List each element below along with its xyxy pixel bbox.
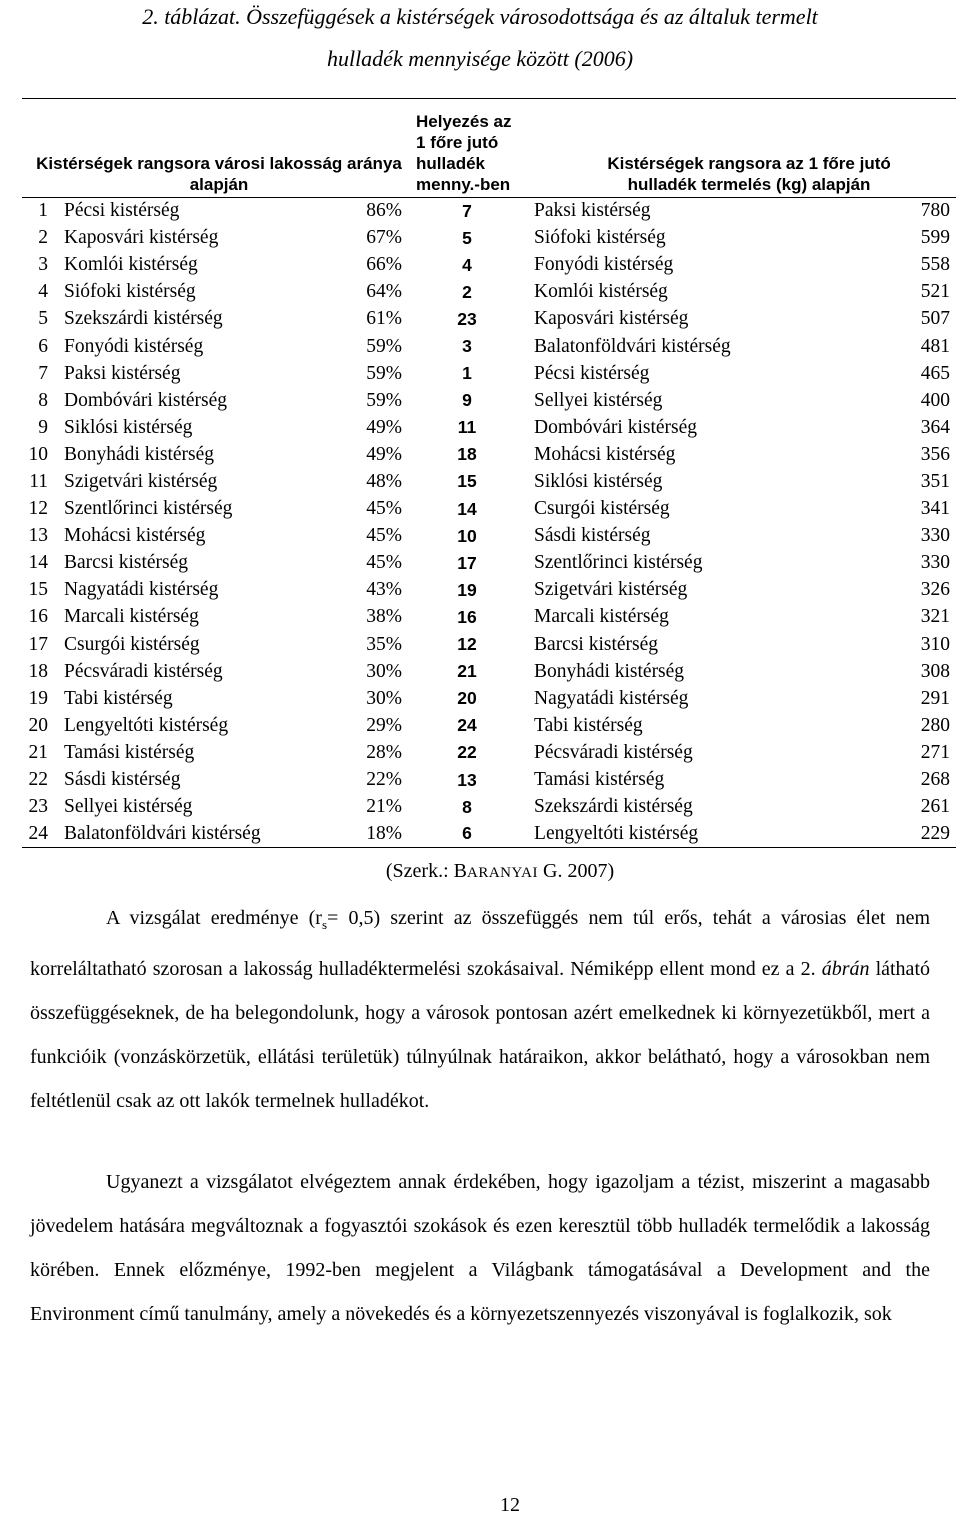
table-row bbox=[22, 198, 956, 225]
waste-position: 17 bbox=[457, 552, 477, 573]
waste-position: 2 bbox=[462, 281, 472, 302]
urban-population-share: 18% bbox=[316, 821, 412, 848]
urban-region-name: Sellyei kistérség bbox=[64, 796, 193, 818]
row-number: 13 bbox=[28, 525, 48, 547]
urban-region-name: Szentlőrinci kistérség bbox=[64, 498, 233, 520]
body-paragraph-2: Ugyanezt a vizsgálatot elvégeztem annak érdekében, hogy igazoljam a tézist, miszerint a magasabb jövedelem hatására megváltoznak a fogyasztói szokások és ezen keresztül több hulladék termelődik a lakosság körében. Ennek előzménye, 1992-ben megjelent a Világbank támogatásával a Development and the Environment című tanulmány, amely a növekedés és a környezetszennyezés viszonyával is foglalkozik, sok bbox=[30, 1171, 930, 1325]
data-table bbox=[22, 98, 956, 848]
urban-region-name: Mohácsi kistérség bbox=[64, 525, 206, 547]
waste-position: 13 bbox=[457, 769, 477, 790]
waste-region-name: Sásdi kistérség bbox=[534, 525, 651, 547]
table-row bbox=[22, 225, 956, 252]
waste-position: 24 bbox=[457, 715, 477, 736]
table-row bbox=[22, 252, 956, 279]
waste-region-name: Tamási kistérség bbox=[534, 769, 665, 791]
urban-population-share: 59% bbox=[366, 335, 403, 357]
waste-region-name: Balatonföldvári kistérség bbox=[534, 335, 731, 357]
waste-region-name: Siklósi kistérség bbox=[534, 470, 663, 492]
row-number: 21 bbox=[28, 741, 48, 763]
urban-population-share: 29% bbox=[366, 714, 403, 736]
urban-population-share: 35% bbox=[366, 633, 403, 655]
table-row bbox=[22, 631, 956, 658]
waste-region-name: Siófoki kistérség bbox=[534, 227, 666, 249]
urban-region-name: Fonyódi kistérség bbox=[64, 335, 204, 357]
table-row bbox=[22, 523, 956, 550]
row-number: 2 bbox=[38, 227, 48, 249]
waste-per-capita-kg: 465 bbox=[920, 362, 951, 384]
waste-position: 5 bbox=[462, 227, 472, 248]
urban-region-name: Pécsváradi kistérség bbox=[64, 660, 223, 682]
header-waste-position: Helyezés az 1 főre jutó hulladék menny.-ben bbox=[412, 99, 522, 198]
table-title-line2: hulladék mennyisége között (2006) bbox=[326, 46, 634, 71]
waste-per-capita-kg: 261 bbox=[920, 796, 951, 818]
urban-population-share: 59% bbox=[366, 389, 403, 411]
waste-region-name: Marcali kistérség bbox=[534, 606, 669, 628]
urban-population-share: 30% bbox=[366, 687, 403, 709]
waste-per-capita-kg: 558 bbox=[920, 254, 951, 276]
waste-position: 21 bbox=[457, 661, 477, 682]
waste-per-capita-kg: 330 bbox=[920, 525, 951, 547]
row-number: 9 bbox=[38, 416, 48, 438]
waste-per-capita-kg: 481 bbox=[920, 335, 951, 357]
waste-position: 9 bbox=[462, 390, 472, 411]
row-number: 15 bbox=[28, 579, 48, 601]
waste-per-capita-kg: 280 bbox=[920, 714, 951, 736]
waste-position: 1 bbox=[462, 363, 472, 384]
waste-per-capita-kg: 356 bbox=[920, 443, 951, 465]
urban-region-name: Komlói kistérség bbox=[64, 254, 198, 276]
waste-position: 16 bbox=[457, 606, 477, 627]
waste-per-capita-kg: 599 bbox=[920, 227, 951, 249]
row-number: 22 bbox=[28, 769, 48, 791]
row-number: 10 bbox=[28, 443, 48, 465]
urban-region-name: Kaposvári kistérség bbox=[64, 227, 219, 249]
waste-region-name: Mohácsi kistérség bbox=[534, 443, 676, 465]
table-row bbox=[22, 360, 956, 387]
table-row bbox=[22, 766, 956, 793]
row-number: 7 bbox=[38, 362, 48, 384]
urban-region-name: Lengyeltóti kistérség bbox=[64, 714, 229, 736]
table-row bbox=[22, 496, 956, 523]
waste-position: 4 bbox=[462, 254, 472, 275]
table-row bbox=[22, 604, 956, 631]
urban-region-name: Sásdi kistérség bbox=[64, 769, 181, 791]
waste-region-name: Fonyódi kistérség bbox=[534, 254, 674, 276]
urban-region-name: Szigetvári kistérség bbox=[64, 470, 218, 492]
waste-per-capita-kg: 351 bbox=[920, 470, 951, 492]
urban-population-share: 38% bbox=[366, 606, 403, 628]
row-number: 1 bbox=[38, 200, 48, 222]
urban-population-share: 66% bbox=[366, 254, 403, 276]
waste-position: 8 bbox=[462, 796, 472, 817]
table-row bbox=[22, 577, 956, 604]
table-row bbox=[22, 279, 956, 306]
table-row bbox=[22, 794, 956, 821]
header-urban-rank: Kistérségek rangsora városi lakosság aránya alapján bbox=[22, 99, 412, 198]
urban-population-share: 59% bbox=[366, 362, 403, 384]
row-number: 14 bbox=[28, 552, 48, 574]
waste-per-capita-kg: 507 bbox=[920, 308, 951, 330]
row-number: 20 bbox=[28, 714, 48, 736]
urban-region-name: Marcali kistérség bbox=[64, 606, 199, 628]
urban-population-share: 28% bbox=[366, 741, 403, 763]
row-number: 18 bbox=[28, 660, 48, 682]
row-number: 24 bbox=[22, 821, 56, 848]
waste-position: 6 bbox=[412, 821, 522, 848]
urban-region-name: Paksi kistérség bbox=[64, 362, 181, 384]
waste-region-name: Nagyatádi kistérség bbox=[534, 687, 689, 709]
waste-region-name: Lengyeltóti kistérség bbox=[522, 821, 868, 848]
waste-region-name: Pécsi kistérség bbox=[534, 362, 650, 384]
waste-region-name: Szigetvári kistérség bbox=[534, 579, 688, 601]
waste-per-capita-kg: 341 bbox=[920, 498, 951, 520]
waste-per-capita-kg: 400 bbox=[920, 389, 951, 411]
waste-position: 10 bbox=[457, 525, 477, 546]
row-number: 12 bbox=[28, 498, 48, 520]
urban-region-name: Csurgói kistérség bbox=[64, 633, 200, 655]
table-row bbox=[22, 306, 956, 333]
urban-population-share: 45% bbox=[366, 525, 403, 547]
waste-position: 14 bbox=[457, 498, 477, 519]
table-row bbox=[22, 333, 956, 360]
waste-region-name: Bonyhádi kistérség bbox=[534, 660, 685, 682]
table-row bbox=[22, 685, 956, 712]
waste-region-name: Szekszárdi kistérség bbox=[534, 796, 693, 818]
urban-region-name: Szekszárdi kistérség bbox=[64, 308, 223, 330]
waste-per-capita-kg: 271 bbox=[920, 741, 951, 763]
table-row bbox=[22, 712, 956, 739]
waste-region-name: Paksi kistérség bbox=[534, 200, 651, 222]
row-number: 5 bbox=[38, 308, 48, 330]
urban-population-share: 67% bbox=[366, 227, 403, 249]
row-number: 17 bbox=[28, 633, 48, 655]
table-row bbox=[22, 468, 956, 495]
waste-per-capita-kg: 268 bbox=[920, 769, 951, 791]
waste-position: 23 bbox=[457, 308, 477, 329]
table-source: (Szerk.: BARANYAI G. 2007) bbox=[385, 860, 615, 882]
urban-region-name: Balatonföldvári kistérség bbox=[56, 821, 316, 848]
waste-position: 19 bbox=[457, 579, 477, 600]
urban-population-share: 30% bbox=[366, 660, 403, 682]
waste-region-name: Tabi kistérség bbox=[534, 714, 643, 736]
urban-region-name: Dombóvári kistérség bbox=[64, 389, 228, 411]
waste-region-name: Pécsváradi kistérség bbox=[534, 741, 693, 763]
urban-region-name: Siklósi kistérség bbox=[64, 416, 193, 438]
table-row bbox=[22, 658, 956, 685]
table-row bbox=[22, 550, 956, 577]
table-row bbox=[22, 414, 956, 441]
waste-per-capita-kg: 321 bbox=[920, 606, 951, 628]
row-number: 6 bbox=[38, 335, 48, 357]
table-row bbox=[22, 821, 956, 848]
row-number: 3 bbox=[38, 254, 48, 276]
urban-region-name: Tamási kistérség bbox=[64, 741, 195, 763]
table-row bbox=[22, 441, 956, 468]
urban-population-share: 22% bbox=[366, 769, 403, 791]
table-row bbox=[22, 739, 956, 766]
page-number: 12 bbox=[500, 1494, 520, 1516]
waste-position: 11 bbox=[457, 417, 477, 438]
urban-population-share: 49% bbox=[366, 443, 403, 465]
urban-region-name: Siófoki kistérség bbox=[64, 281, 196, 303]
urban-population-share: 48% bbox=[366, 470, 403, 492]
body-paragraph-1: A vizsgálat eredménye $(r_s= 0,5)$ szerint az összefüggés nem túl erős, tehát a városias élet nem korreláltatható szorosan a lakosság hulladéktermelési szokásaival. Némiképp ellent mond ez a 2. ábrán látható összefüggéseknek, de ha belegondolunk, hogy a városok pontosan azért emelkednek ki környezetükből, mert a funkcióik (vonzáskörzetük, ellátási területük) túlnyúlnak határaikon, akkor belátható, hogy a városokban nem feltétlenül csak az ott lakók termelnek hulladékot. bbox=[30, 907, 931, 1112]
waste-region-name: Kaposvári kistérség bbox=[534, 308, 689, 330]
urban-population-share: 21% bbox=[366, 796, 403, 818]
waste-per-capita-kg: 364 bbox=[920, 416, 951, 438]
waste-per-capita-kg: 780 bbox=[920, 200, 951, 222]
waste-position: 7 bbox=[462, 200, 472, 221]
waste-region-name: Szentlőrinci kistérség bbox=[534, 552, 703, 574]
waste-per-capita-kg: 310 bbox=[920, 633, 951, 655]
waste-region-name: Dombóvári kistérség bbox=[534, 416, 698, 438]
urban-region-name: Tabi kistérség bbox=[64, 687, 173, 709]
waste-per-capita-kg: 521 bbox=[920, 281, 951, 303]
row-number: 11 bbox=[29, 470, 48, 492]
waste-position: 18 bbox=[457, 444, 477, 465]
row-number: 23 bbox=[28, 796, 48, 818]
urban-region-name: Bonyhádi kistérség bbox=[64, 443, 215, 465]
table-label: 2. táblázat. bbox=[142, 4, 241, 29]
waste-position: 3 bbox=[462, 336, 472, 357]
row-number: 19 bbox=[28, 687, 48, 709]
waste-region-name: Sellyei kistérség bbox=[534, 389, 663, 411]
row-number: 4 bbox=[38, 281, 48, 303]
urban-population-share: 86% bbox=[366, 200, 403, 222]
waste-region-name: Barcsi kistérség bbox=[534, 633, 659, 655]
waste-region-name: Csurgói kistérség bbox=[534, 498, 670, 520]
urban-population-share: 43% bbox=[366, 579, 403, 601]
urban-population-share: 45% bbox=[366, 552, 403, 574]
waste-per-capita-kg: 330 bbox=[920, 552, 951, 574]
table-caption bbox=[0, 4, 960, 30]
urban-region-name: Pécsi kistérség bbox=[64, 200, 180, 222]
urban-region-name: Barcsi kistérség bbox=[64, 552, 189, 574]
row-number: 8 bbox=[38, 389, 48, 411]
waste-position: 20 bbox=[457, 688, 477, 709]
waste-per-capita-kg: 291 bbox=[920, 687, 951, 709]
waste-per-capita-kg: 308 bbox=[920, 660, 951, 682]
waste-position: 12 bbox=[457, 634, 477, 655]
waste-position: 22 bbox=[457, 742, 477, 763]
urban-population-share: 45% bbox=[366, 498, 403, 520]
urban-population-share: 64% bbox=[366, 281, 403, 303]
waste-per-capita-kg: 326 bbox=[920, 579, 951, 601]
table-title-line1: Összefüggések a kistérségek városodottsága és az általuk termelt bbox=[246, 4, 818, 29]
waste-region-name: Komlói kistérség bbox=[534, 281, 668, 303]
urban-population-share: 61% bbox=[366, 308, 403, 330]
waste-per-capita-kg: 229 bbox=[868, 821, 956, 848]
urban-region-name: Nagyatádi kistérség bbox=[64, 579, 219, 601]
header-waste-rank: Kistérségek rangsora az 1 főre jutó hulladék termelés (kg) alapján bbox=[522, 99, 956, 198]
table-row bbox=[22, 387, 956, 414]
waste-position: 15 bbox=[457, 471, 477, 492]
row-number: 16 bbox=[28, 606, 48, 628]
urban-population-share: 49% bbox=[366, 416, 403, 438]
